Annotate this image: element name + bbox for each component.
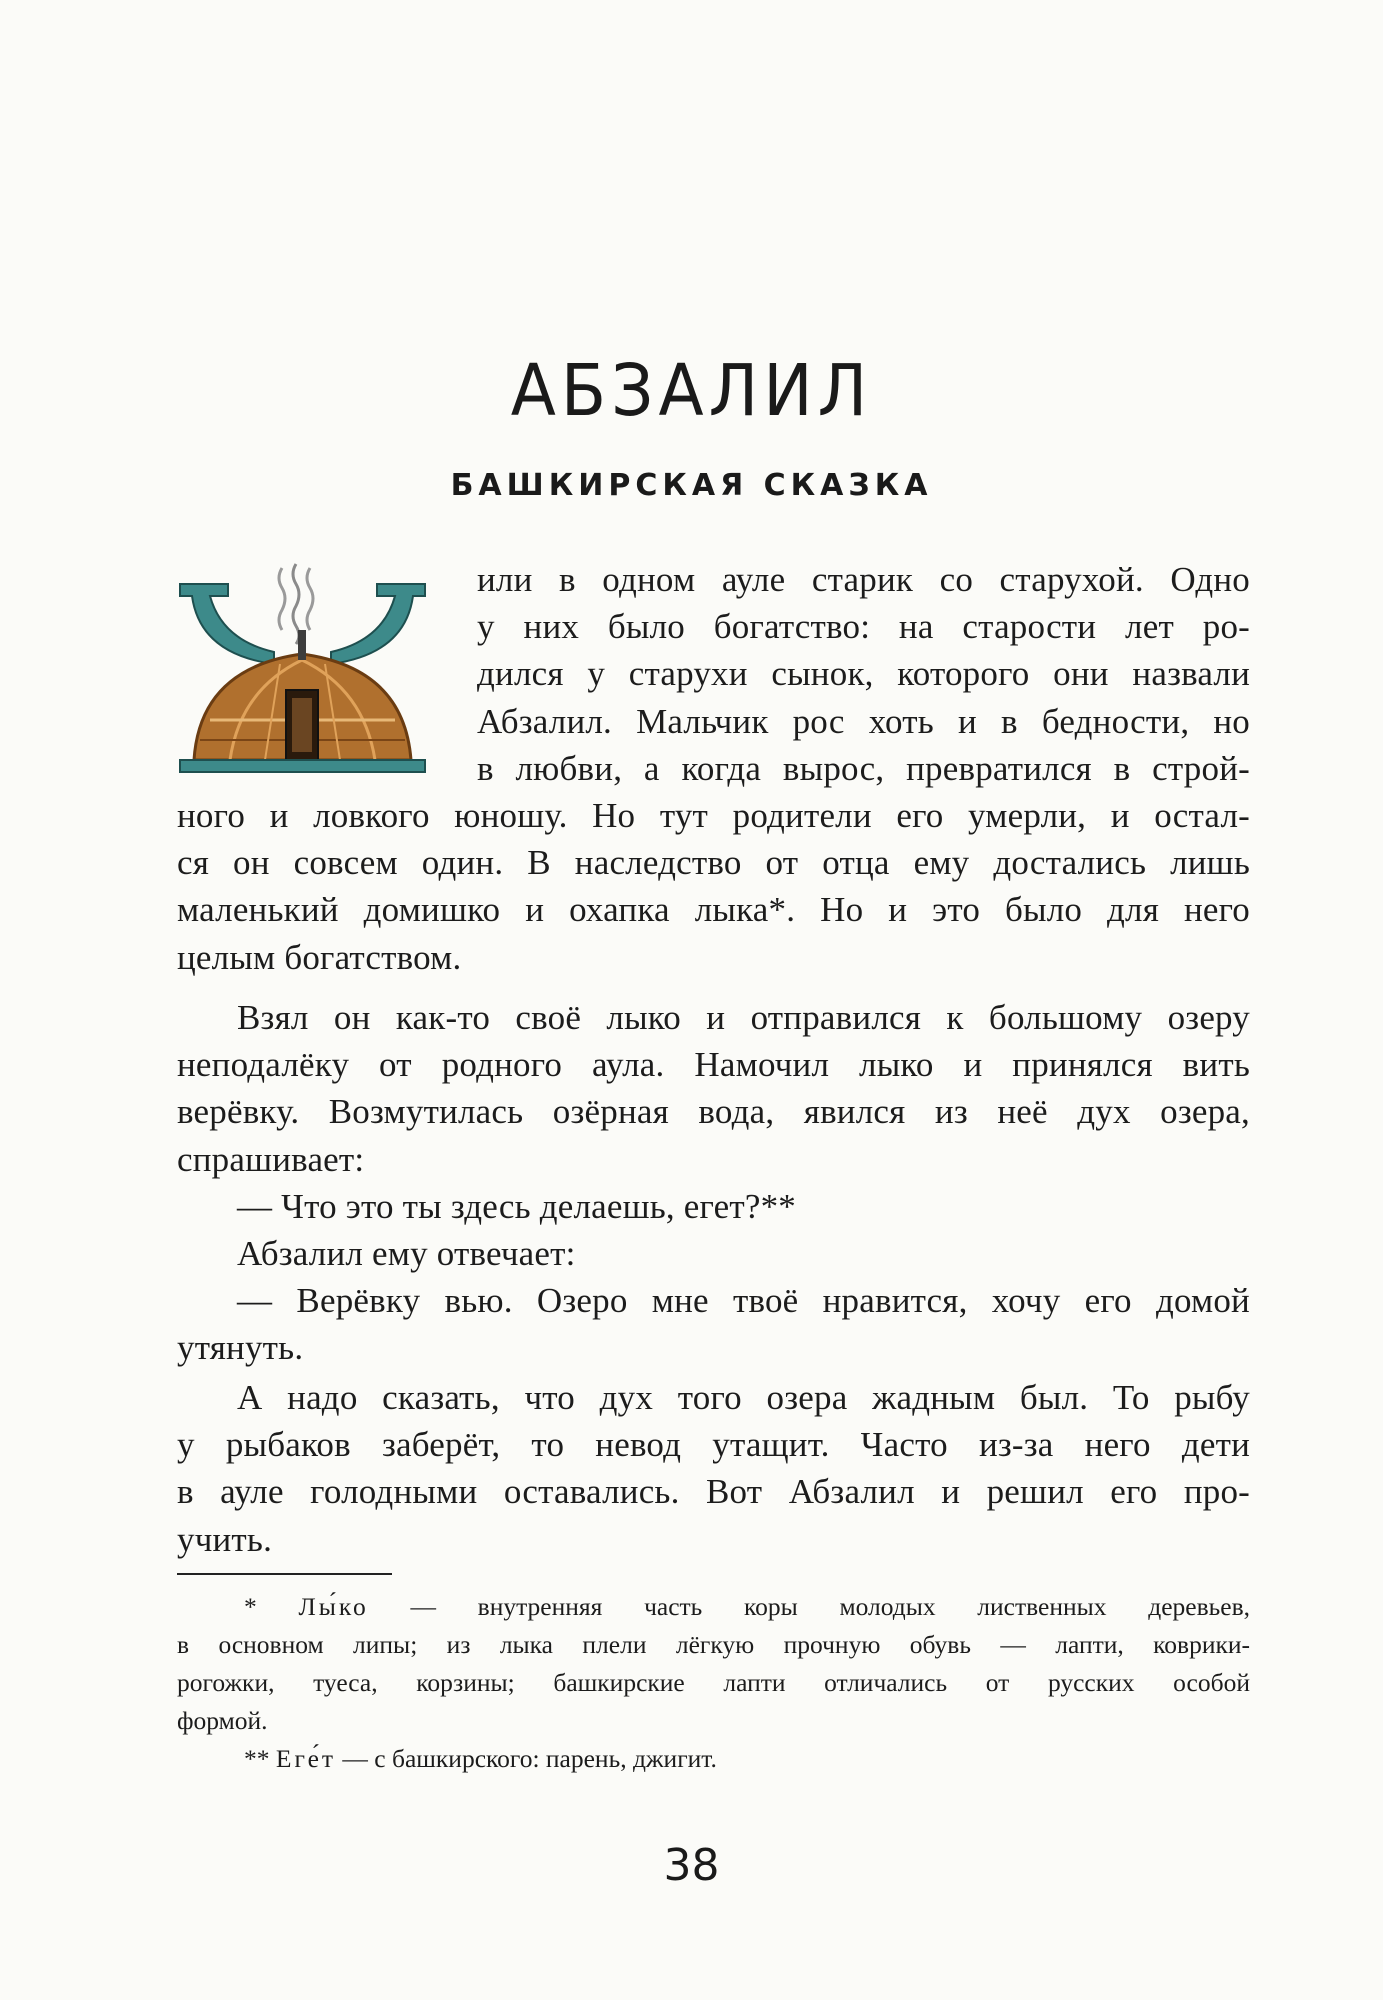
text-line: или в одном ауле старик со старухой. Одно bbox=[477, 560, 1250, 599]
footnotes bbox=[177, 1588, 1250, 1778]
dialogue-intro bbox=[177, 1230, 1250, 1277]
footnote-text: формой. bbox=[177, 1706, 268, 1735]
dialogue-line-1 bbox=[177, 1183, 1250, 1230]
text-line: верёвку. Возмутилась озёрная вода, явился из неё дух озера, bbox=[177, 1092, 1250, 1132]
footnote-divider bbox=[177, 1573, 392, 1575]
text-line: у них было богатство: на старости лет ро- bbox=[477, 607, 1250, 647]
text-line: маленький домишко и охапка лыка*. Но и это было для него bbox=[177, 890, 1250, 930]
story-paragraph-1 bbox=[177, 556, 1250, 981]
text-line: в ауле голодными оставались. Вот Абзалил и решил его про- bbox=[177, 1472, 1250, 1512]
text-line: спрашивает: bbox=[177, 1139, 365, 1179]
text-line: Взял он как-то своё лыко и отправился к большому озеру bbox=[237, 998, 1250, 1037]
text-line: ся он совсем один. В наследство от отца ему достались лишь bbox=[177, 843, 1250, 883]
text-line: Абзалил. Мальчик рос хоть и в бедности, но bbox=[477, 701, 1250, 741]
story-title: АБЗАЛИЛ bbox=[510, 348, 873, 433]
footnote-2 bbox=[177, 1740, 1250, 1778]
dialogue-line-2 bbox=[177, 1277, 1250, 1371]
text-line: утянуть. bbox=[177, 1328, 304, 1368]
footnote-text: рогожки, туеса, корзины; башкирские лапти отличались от русских особой bbox=[177, 1668, 1250, 1697]
text-line: дился у старухи сынок, которого они назвали bbox=[477, 654, 1250, 694]
footnote-marker: * bbox=[244, 1592, 257, 1621]
text-line: — Что это ты здесь делаешь, егет?** bbox=[237, 1187, 796, 1226]
text-line: ного и ловкого юношу. Но тут родители его умерли, и остал- bbox=[177, 795, 1250, 835]
footnote-term: Еге́т bbox=[275, 1744, 337, 1773]
story-paragraph-2 bbox=[177, 994, 1250, 1183]
text-line: неподалёку от родного аула. Намочил лыко и принялся вить bbox=[177, 1045, 1250, 1085]
page-number: 38 bbox=[663, 1840, 720, 1891]
footnote-1 bbox=[177, 1588, 1250, 1626]
text-line: целым богатством. bbox=[177, 937, 462, 977]
footnote-text: — внутренняя часть коры молодых лиственных деревьев, bbox=[368, 1592, 1251, 1621]
text-line: учить. bbox=[177, 1519, 273, 1559]
footnote-text: в основном липы; из лыка плели лёгкую прочную обувь — лапти, коврики- bbox=[177, 1630, 1250, 1659]
text-line: А надо сказать, что дух того озера жадным был. То рыбу bbox=[237, 1378, 1250, 1417]
text-line: у рыбаков заберёт, то невод утащит. Часто из-за него дети bbox=[177, 1425, 1250, 1465]
text-line: в любви, а когда вырос, превратился в строй- bbox=[477, 748, 1250, 788]
text-line: — Верёвку вью. Озеро мне твоё нравится, хочу его домой bbox=[237, 1281, 1250, 1320]
text-line: Абзалил ему отвечает: bbox=[237, 1234, 576, 1273]
story-paragraph-3 bbox=[177, 1374, 1250, 1563]
footnote-marker: ** bbox=[244, 1744, 270, 1773]
footnote-term: Лы́ко bbox=[298, 1592, 369, 1621]
story-subtitle: БАШКИРСКАЯ СКАЗКА bbox=[450, 468, 933, 503]
footnote-text: — с башкирского: парень, джигит. bbox=[336, 1744, 717, 1773]
